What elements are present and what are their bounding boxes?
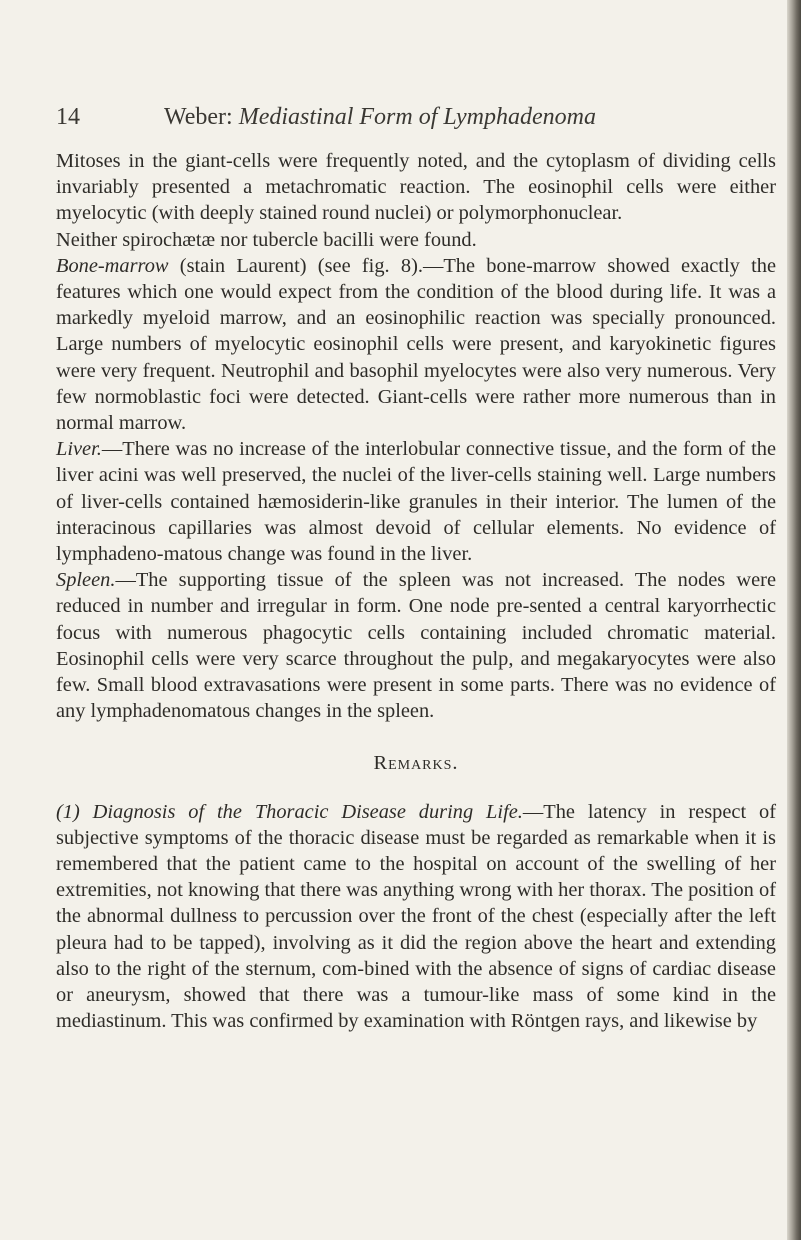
run-in-heading: Spleen. — [56, 569, 116, 592]
paragraph-text: —There was no increase of the interlobular connective tissue, and the form of the liver acini was well preserved, the nuclei of the liver-cells staining well. Large numbers of liver-cells contained hæmosiderin-like granules in their interior. The lumen of the interacinous capillaries was almost devoid of cellular elements. No evidence of lymphadeno-matous change was found in the liver. — [56, 438, 776, 566]
paragraph-text: —The latency in respect of subjective symptoms of the thoracic disease must be regarded as remarkable when it is remembered that the patient came to the hospital on account of the swelling of her extremities, not knowing that there was anything wrong with her thorax. The position of the abnormal dullness to percussion over the front of the chest (especially after the left pleura had to be tapped), involving as it did the region above the heart and extending also to the right of the sternum, com-bined with the absence of signs of cardiac disease or aneurysm, showed that there was a tumour-like mass of some kind in the mediastinum. This was confirmed by examination with Röntgen rays, and likewise by — [56, 800, 777, 1033]
paragraph-remarks-diagnosis — [56, 799, 776, 1035]
paragraph-liver — [56, 436, 776, 567]
run-in-heading: Bone-marrow — [56, 254, 169, 277]
paragraph-mitoses — [56, 148, 776, 227]
paragraph-text: (stain Laurent) (see fig. 8).—The bone-marrow showed exactly the features which one would expect from the condition of the blood during life. It was a markedly myeloid marrow, and an eosinophilic reaction was specially pronounced. Large numbers of myelocytic eosinophil cells were present, and karyokinetic figures were very frequent. Neutrophil and basophil myelocytes were also very numerous. Very few normoblastic foci were detected. Giant-cells were rather more numerous than in normal marrow. — [56, 254, 776, 435]
page-number: 14 — [56, 104, 80, 130]
paragraph-text: Mitoses in the giant-cells were frequently noted, and the cytoplasm of dividing cells invariably presented a metachromatic reaction. The eosinophil cells were either myelocytic (with deeply stained round nuclei) or polymorphonuclear. — [56, 150, 776, 225]
run-in-heading: Liver. — [56, 438, 102, 461]
running-head-author: Weber: — [164, 104, 233, 130]
running-title — [164, 100, 596, 134]
running-head-work-title: Mediastinal Form of Lymphadenoma — [238, 104, 596, 130]
running-head — [56, 100, 776, 134]
paragraph-text: —The supporting tissue of the spleen was not increased. The nodes were reduced in number and irregular in form. One node pre-sented a central karyorrhectic focus with numerous phagocytic cells containing included chromatic material. Eosinophil cells were very scarce throughout the pulp, and megakaryocytes were also few. Small blood extravasations were present in some parts. There was no evidence of any lymphadenomatous changes in the spleen. — [56, 569, 776, 723]
page-edge — [787, 0, 801, 1240]
paragraph-spirochaetae — [56, 227, 776, 253]
run-in-heading: (1) Diagnosis of the Thoracic Disease during Life. — [56, 800, 523, 823]
paragraph-bone-marrow — [56, 253, 776, 436]
section-heading-remarks: Remarks. — [373, 752, 459, 775]
paragraph-spleen — [56, 567, 776, 724]
body-text — [56, 148, 776, 1035]
paragraph-text: Neither spirochætæ nor tubercle bacilli were found. — [56, 228, 477, 251]
